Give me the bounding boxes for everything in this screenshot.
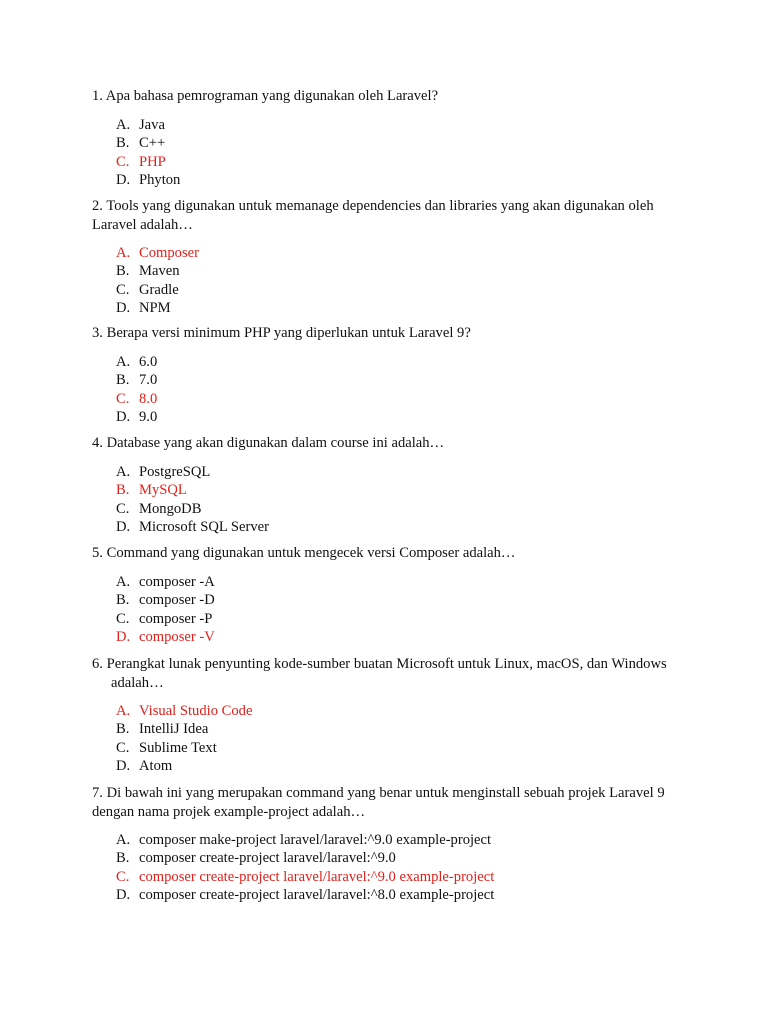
question-text: 4. Database yang akan digunakan dalam course ini adalah… <box>92 435 445 451</box>
option-d <box>116 408 682 426</box>
option-c <box>116 500 682 518</box>
option-letter: D. <box>116 518 131 535</box>
option-letter: B. <box>116 135 130 152</box>
question-text: 5. Command yang digunakan untuk mengecek versi Composer adalah… <box>92 545 516 561</box>
option-text: composer -P <box>139 610 213 627</box>
option-b <box>116 720 682 738</box>
option-text: composer -D <box>139 592 215 609</box>
option-text: Maven <box>139 263 180 280</box>
option-a <box>116 831 682 849</box>
option-letter: D. <box>116 757 131 774</box>
option-a-correct <box>116 702 682 720</box>
option-letter: B. <box>116 721 130 738</box>
question-text: 7. Di bawah ini yang merupakan command yang benar untuk menginstall sebuah projek Laravel 9 dengan nama projek example-project adalah… <box>92 785 665 820</box>
question-4 <box>92 434 682 536</box>
option-list <box>116 244 682 317</box>
option-text: Phyton <box>139 171 181 188</box>
option-text: Composer <box>139 245 199 261</box>
option-text: 9.0 <box>139 408 158 425</box>
option-letter: A. <box>116 117 131 133</box>
option-letter: C. <box>116 390 130 407</box>
question-text: 3. Berapa versi minimum PHP yang diperlukan untuk Laravel 9? <box>92 325 471 341</box>
option-list <box>116 702 682 775</box>
option-text: composer create-project laravel/laravel:^8.0 example-project <box>139 886 495 903</box>
question-text: 1. Apa bahasa pemrograman yang digunakan oleh Laravel? <box>92 88 439 104</box>
option-b <box>116 134 682 152</box>
option-letter: B. <box>116 372 130 389</box>
option-c <box>116 610 682 628</box>
option-text: C++ <box>139 135 166 152</box>
option-b <box>116 849 682 867</box>
option-text: composer make-project laravel/laravel:^9.0 example-project <box>139 832 492 848</box>
option-d <box>116 171 682 189</box>
option-letter: A. <box>116 464 131 480</box>
option-d <box>116 886 682 904</box>
option-letter: C. <box>116 868 130 885</box>
option-text: composer -A <box>139 574 215 590</box>
option-a <box>116 573 682 591</box>
option-list <box>116 353 682 426</box>
option-a <box>116 116 682 134</box>
option-c <box>116 281 682 299</box>
option-c-correct <box>116 153 682 171</box>
question-6 <box>92 655 682 775</box>
option-text: Gradle <box>139 281 179 298</box>
option-d-correct <box>116 628 682 646</box>
option-letter: B. <box>116 482 130 499</box>
option-d <box>116 299 682 317</box>
option-list <box>116 116 682 189</box>
option-text: Atom <box>139 757 173 774</box>
option-letter: A. <box>116 354 131 370</box>
option-a <box>116 353 682 371</box>
option-letter: B. <box>116 850 130 867</box>
option-text: Java <box>139 117 165 133</box>
option-text: PHP <box>139 153 166 170</box>
option-text: 8.0 <box>139 390 158 407</box>
option-list <box>116 573 682 646</box>
option-d <box>116 757 682 775</box>
option-letter: C. <box>116 739 130 756</box>
option-letter: D. <box>116 299 131 316</box>
option-letter: C. <box>116 153 130 170</box>
option-text: composer -V <box>139 628 215 645</box>
question-7 <box>92 784 682 904</box>
option-text: NPM <box>139 299 171 316</box>
option-letter: A. <box>116 574 131 590</box>
option-letter: D. <box>116 886 131 903</box>
option-letter: B. <box>116 263 130 280</box>
option-text: Sublime Text <box>139 739 217 756</box>
option-a-correct <box>116 244 682 262</box>
option-text: MySQL <box>139 482 187 499</box>
option-c-correct <box>116 868 682 886</box>
question-2 <box>92 197 682 317</box>
question-text: 6. Perangkat lunak penyunting kode-sumber buatan Microsoft untuk Linux, macOS, dan Windows adalah… <box>92 656 667 691</box>
option-letter: A. <box>116 832 131 848</box>
option-text: PostgreSQL <box>139 464 211 480</box>
question-3 <box>92 324 682 426</box>
option-text: Visual Studio Code <box>139 703 253 719</box>
option-b-correct <box>116 481 682 499</box>
option-text: 7.0 <box>139 372 158 389</box>
option-text: Microsoft SQL Server <box>139 518 269 535</box>
option-letter: C. <box>116 500 130 517</box>
option-letter: D. <box>116 171 131 188</box>
option-list <box>116 463 682 536</box>
option-d <box>116 518 682 536</box>
option-c-correct <box>116 390 682 408</box>
question-text: 2. Tools yang digunakan untuk memanage dependencies dan libraries yang akan digunakan oleh Laravel adalah… <box>92 198 654 233</box>
question-1 <box>92 87 682 189</box>
option-text: composer create-project laravel/laravel:^9.0 <box>139 850 396 867</box>
option-b <box>116 262 682 280</box>
option-text: composer create-project laravel/laravel:^9.0 example-project <box>139 868 495 885</box>
option-letter: A. <box>116 703 131 719</box>
option-letter: D. <box>116 628 131 645</box>
option-text: IntelliJ Idea <box>139 721 209 738</box>
question-5 <box>92 544 682 646</box>
option-letter: C. <box>116 610 130 627</box>
option-list <box>116 831 682 904</box>
option-letter: C. <box>116 281 130 298</box>
option-letter: B. <box>116 592 130 609</box>
option-text: MongoDB <box>139 500 202 517</box>
option-text: 6.0 <box>139 354 158 370</box>
option-a <box>116 463 682 481</box>
option-b <box>116 591 682 609</box>
option-letter: D. <box>116 408 131 425</box>
option-c <box>116 739 682 757</box>
option-b <box>116 371 682 389</box>
option-letter: A. <box>116 245 131 261</box>
